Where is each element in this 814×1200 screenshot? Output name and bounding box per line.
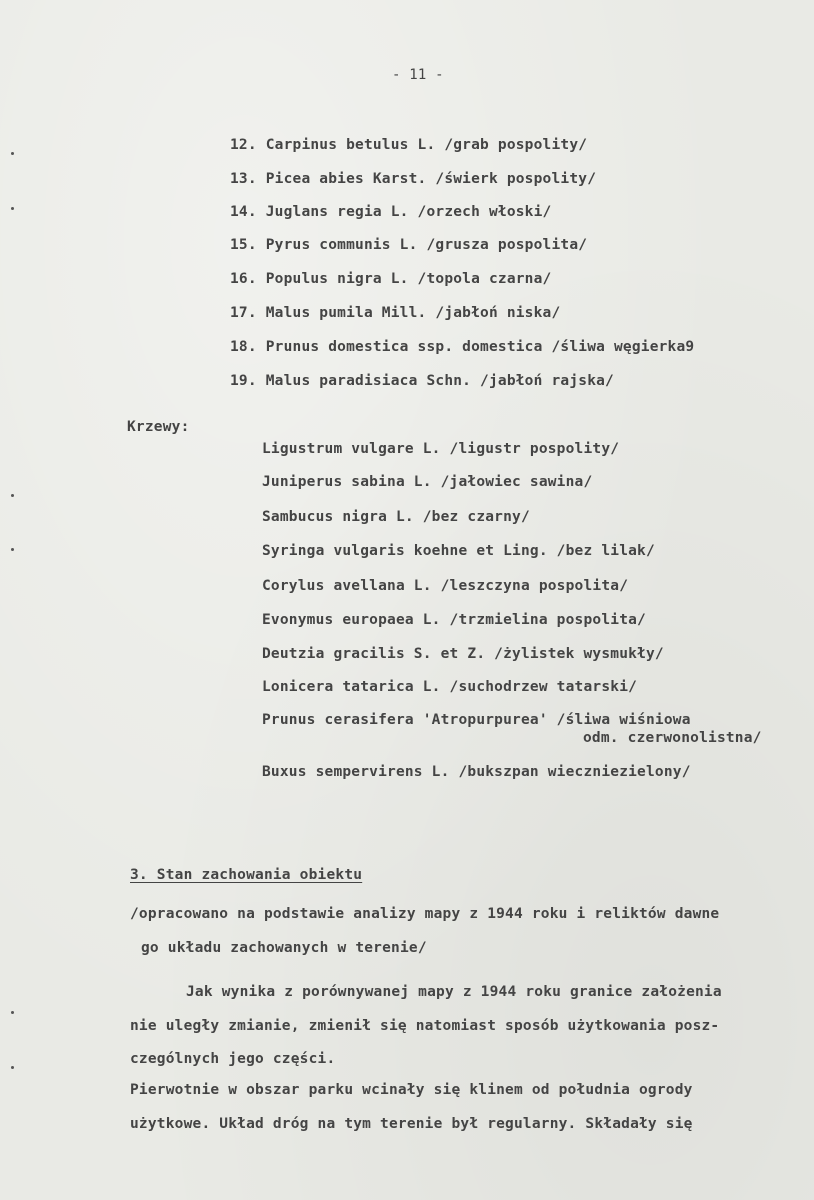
shrub-item: Prunus cerasifera 'Atropurpurea' /śliwa wiśniowa — [262, 712, 691, 728]
body-line: Jak wynika z porównywanej mapy z 1944 roku granice założenia — [186, 984, 722, 1000]
shrub-item: Deutzia gracilis S. et Z. /żylistek wysmukły/ — [262, 646, 664, 662]
margin-mark — [11, 548, 14, 551]
body-line: czególnych jego części. — [130, 1051, 336, 1067]
shrub-item: Ligustrum vulgare L. /ligustr pospolity/ — [262, 441, 620, 457]
margin-mark — [11, 207, 14, 210]
tree-item: 13. Picea abies Karst. /świerk pospolity/ — [230, 171, 597, 187]
margin-mark — [11, 494, 14, 497]
margin-mark — [11, 1011, 14, 1014]
tree-item: 12. Carpinus betulus L. /grab pospolity/ — [230, 137, 588, 153]
shrubs-label: Krzewy: — [127, 419, 190, 435]
body-line: nie uległy zmianie, zmienił się natomiast sposób użytkowania posz- — [130, 1018, 720, 1034]
margin-mark — [11, 152, 14, 155]
section-note: /opracowano na podstawie analizy mapy z 1944 roku i reliktów dawne — [130, 906, 720, 922]
tree-item: 17. Malus pumila Mill. /jabłoń niska/ — [230, 305, 561, 321]
tree-item: 18. Prunus domestica ssp. domestica /śliwa węgierka9 — [230, 339, 695, 355]
section-note: go układu zachowanych w terenie/ — [141, 940, 427, 956]
tree-item: 19. Malus paradisiaca Schn. /jabłoń rajska/ — [230, 373, 614, 389]
shrub-item: Lonicera tatarica L. /suchodrzew tatarski/ — [262, 679, 638, 695]
page-number: - 11 - — [392, 67, 444, 83]
tree-item: 14. Juglans regia L. /orzech włoski/ — [230, 204, 552, 220]
shrub-item: Buxus sempervirens L. /bukszpan wieczniezielony/ — [262, 764, 691, 780]
shrub-item: Sambucus nigra L. /bez czarny/ — [262, 509, 530, 525]
section-heading: 3. Stan zachowania obiektu — [130, 867, 363, 883]
body-line: użytkowe. Układ dróg na tym terenie był regularny. Składały się — [130, 1116, 693, 1132]
tree-item: 16. Populus nigra L. /topola czarna/ — [230, 271, 552, 287]
shrub-item: Corylus avellana L. /leszczyna pospolita/ — [262, 578, 629, 594]
shrub-item: Evonymus europaea L. /trzmielina pospolita/ — [262, 612, 646, 628]
shrub-item: Syringa vulgaris koehne et Ling. /bez lilak/ — [262, 543, 655, 559]
body-line: Pierwotnie w obszar parku wcinały się klinem od południa ogrody — [130, 1082, 693, 1098]
tree-item: 15. Pyrus communis L. /grusza pospolita/ — [230, 237, 588, 253]
shrub-item: Juniperus sabina L. /jałowiec sawina/ — [262, 474, 593, 490]
shrub-item-continuation: odm. czerwonolistna/ — [583, 730, 762, 746]
margin-mark — [11, 1066, 14, 1069]
